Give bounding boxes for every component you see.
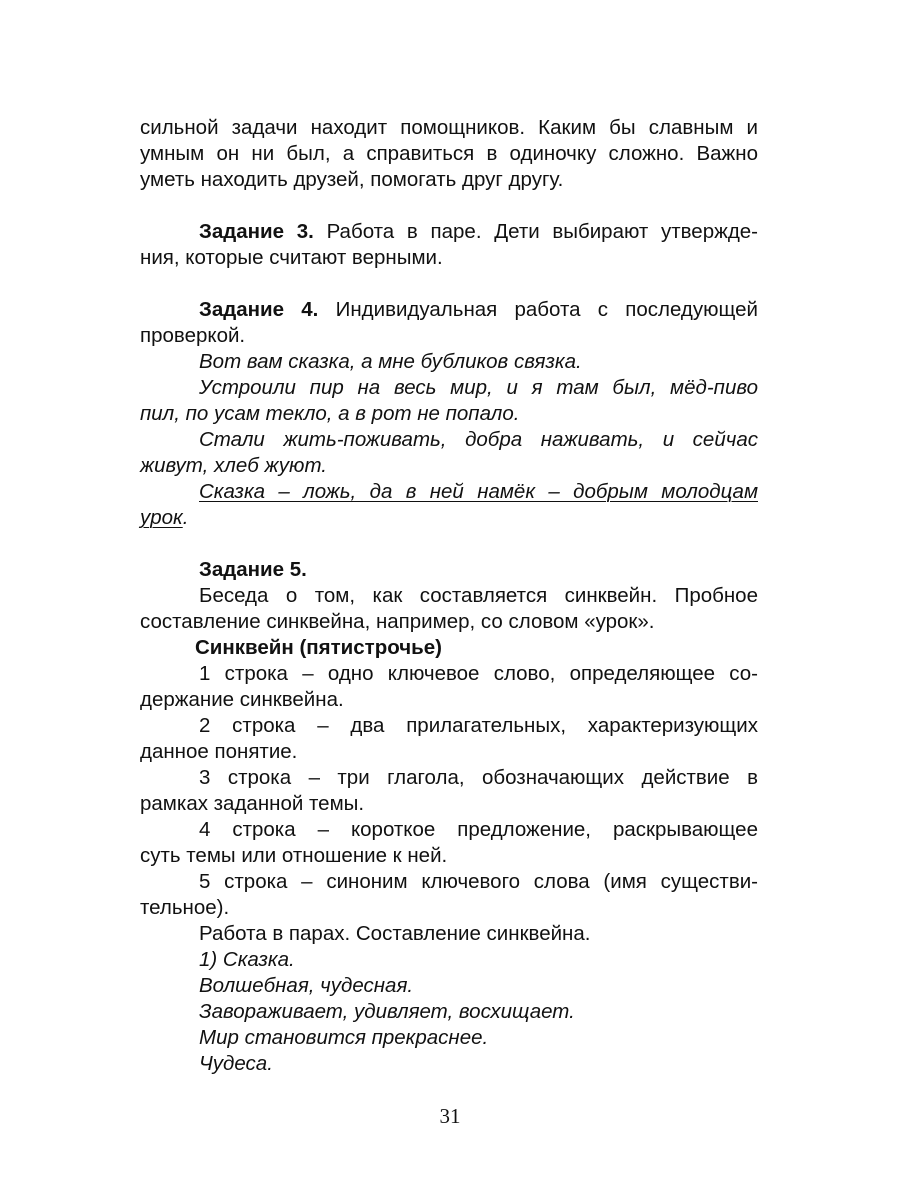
saying-4-underlined: Сказка – ложь, да в ней намёк – добрым молодцам	[199, 480, 758, 503]
example-line-2: Волшебная, чудесная.	[199, 974, 414, 997]
saying-2-cont: пил, по усам текло, а в рот не попало.	[140, 402, 520, 425]
cinquain-title: Синквейн (пятистрочье)	[195, 636, 442, 659]
cinquain-row-1: 1 строка – одно ключевое слово, определяющее со-	[199, 662, 758, 685]
example-line-3: Завораживает, удивляет, восхищает.	[199, 1000, 575, 1023]
cinquain-row-5-cont: тельное).	[140, 896, 230, 919]
saying-4-period: .	[182, 506, 189, 529]
task5-conversation: Беседа о том, как составляется синквейн. Пробное	[199, 584, 758, 607]
task5-conversation-cont: составление синквейна, например, со словом «урок».	[140, 610, 655, 633]
cinquain-row-4-cont: суть темы или отношение к ней.	[140, 844, 448, 867]
task3-text-cont: ния, которые считают верными.	[140, 246, 443, 269]
task4-label: Задание 4.	[199, 298, 319, 321]
task4-text: Индивидуальная работа с последующей	[318, 298, 758, 321]
cinquain-row-3: 3 строка – три глагола, обозначающих действие в	[199, 766, 758, 789]
saying-1: Вот вам сказка, а мне бубликов связка.	[199, 350, 582, 373]
saying-3: Стали жить-поживать, добра наживать, и сейчас	[199, 428, 758, 451]
example-line-4: Мир становится прекраснее.	[199, 1026, 489, 1049]
example-line-1: 1) Сказка.	[199, 948, 295, 971]
saying-2: Устроили пир на весь мир, и я там был, мёд-пиво	[199, 376, 758, 399]
cinquain-row-3-cont: рамках заданной темы.	[140, 792, 365, 815]
intro-line: уметь находить друзей, помогать друг другу.	[140, 168, 564, 191]
task5-label: Задание 5.	[199, 558, 307, 581]
cinquain-row-2: 2 строка – два прилагательных, характеризующих	[199, 714, 758, 737]
cinquain-row-4: 4 строка – короткое предложение, раскрывающее	[199, 818, 758, 841]
task3-label: Задание 3.	[199, 220, 314, 243]
saying-3-cont: живут, хлеб жуют.	[140, 454, 327, 477]
task3-text: Работа в паре. Дети выбирают утвержде-	[313, 220, 759, 243]
task3-paragraph	[140, 219, 758, 245]
cinquain-row-2-cont: данное понятие.	[140, 740, 298, 763]
cinquain-row-1-cont: держание синквейна.	[140, 688, 344, 711]
intro-line: умным он ни был, а справиться в одиночку сложно. Важно	[140, 142, 758, 165]
task4-text-cont: проверкой.	[140, 324, 246, 347]
example-line-5: Чудеса.	[199, 1052, 273, 1075]
body-text	[140, 115, 758, 1077]
saying-4-cont	[140, 505, 758, 531]
pair-work: Работа в парах. Составление синквейна.	[199, 922, 591, 945]
task4-paragraph	[140, 297, 758, 323]
saying-4	[140, 479, 758, 505]
intro-line: сильной задачи находит помощников. Каким бы славным и	[140, 116, 758, 139]
saying-4-underlined-end: урок	[140, 506, 183, 529]
page-number: 31	[439, 1104, 461, 1128]
cinquain-row-5: 5 строка – синоним ключевого слова (имя существи-	[199, 870, 758, 893]
